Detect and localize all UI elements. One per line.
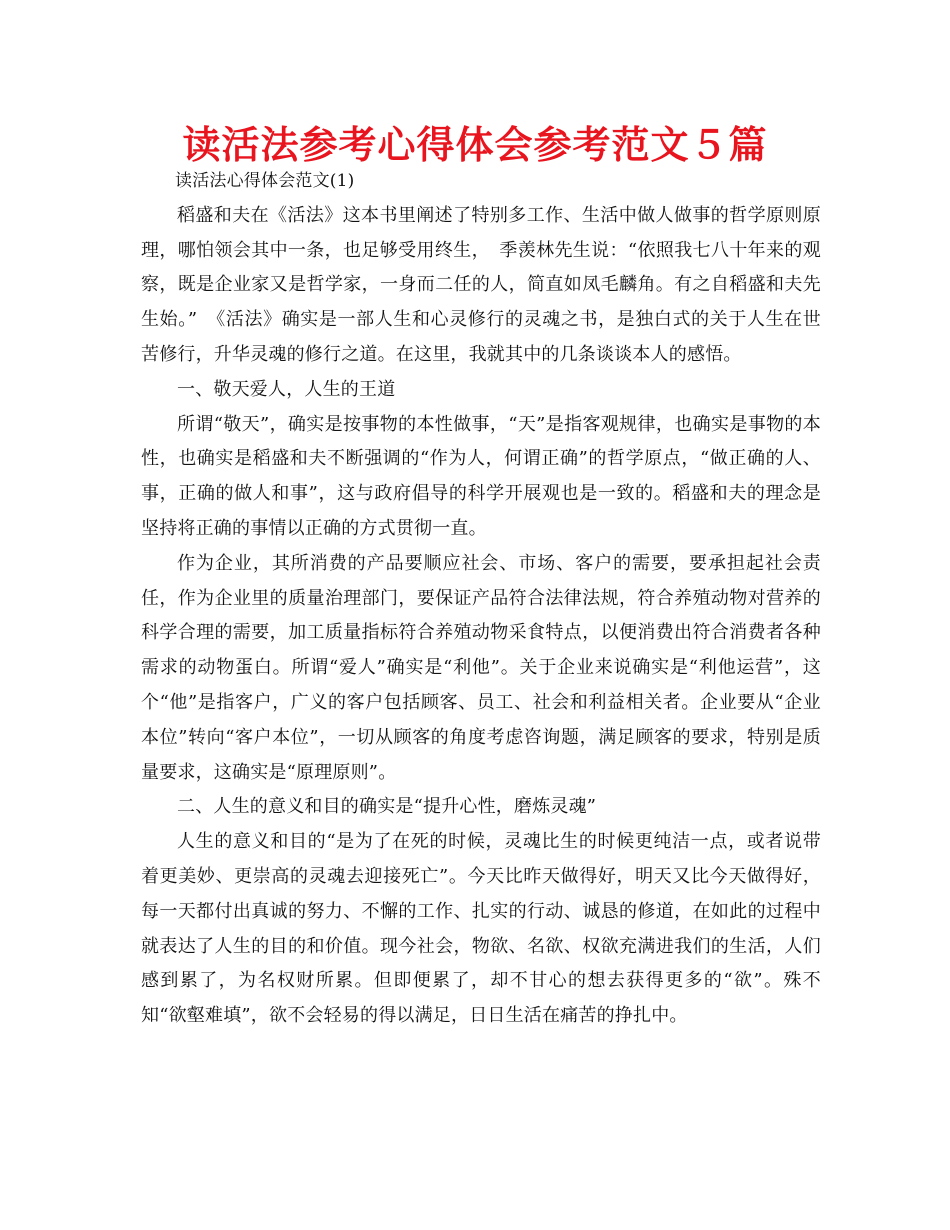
- section-subtitle: 读活法心得体会范文(1): [175, 171, 355, 191]
- document-title: 读活法参考心得体会参考范文５篇: [182, 123, 768, 167]
- document-body: [141, 164, 821, 1034]
- heading-section-1: 一、敬天爱人，人生的王道: [177, 378, 396, 400]
- paragraph-intro: 稻盛和夫在《活法》这本书里阐述了特别多工作、生活中做人做事的哲学原则原理，哪怕领会其中一条，也足够受用终生， 季羡林先生说：“依照我七八十年来的观察，既是企业家又是哲学家，一身而二任的人，简直如凤毛麟角。有之自稻盛和夫先生始。” 《活法》确实是一部人生和心灵修行的灵魂之书，是独白式的关于人生在世苦修行，升华灵魂的修行之道。在这里，我就其中的几条谈谈本人的感悟。: [141, 204, 821, 365]
- paragraph-meaning-of-life: 人生的意义和目的“是为了在死的时候，灵魂比生的时候更纯洁一点，或者说带着更美妙、更崇高的灵魂去迎接死亡”。今天比昨天做得好，明天又比今天做得好，每一天都付出真诚的努力、不懈的工作、扎实的行动、诚恳的修道，在如此的过程中就表达了人生的目的和价值。现今社会，物欲、名欲、权欲充满进我们的生活，人们感到累了，为名权财所累。但即便累了，却不甘心的想去获得更多的“欲”。殊不知“欲壑难填”，欲不会轻易的得以满足，日日生活在痛苦的挣扎中。: [141, 831, 821, 1027]
- paragraph-jingtian: 所谓“敬天”，确实是按事物的本性做事，“天”是指客观规律，也确实是事物的本性，也确实是稻盛和夫不断强调的“作为人，何谓正确”的哲学原点，“做正确的人、事，正确的做人和事”，这与政府倡导的科学开展观也是一致的。稻盛和夫的理念是坚持将正确的事情以正确的方式贯彻一直。: [141, 413, 821, 539]
- paragraph-enterprise: 作为企业，其所消费的产品要顺应社会、市场、客户的需要，要承担起社会责任，作为企业里的质量治理部门，要保证产品符合法律法规，符合养殖动物对营养的科学合理的需要，加工质量指标符合养殖动物采食特点，以便消费出符合消费者各种需求的动物蛋白。所谓“爱人”确实是“利他”。关于企业来说确实是“利他运营”，这个“他”是指客户，广义的客户包括顾客、员工、社会和利益相关者。企业要从“企业本位”转向“客户本位”，一切从顾客的角度考虑咨询题，满足顾客的要求，特别是质量要求，这确实是“原理原则”。: [141, 552, 821, 783]
- heading-section-2: 二、人生的意义和目的确实是“提升心性，磨炼灵魂”: [177, 796, 597, 818]
